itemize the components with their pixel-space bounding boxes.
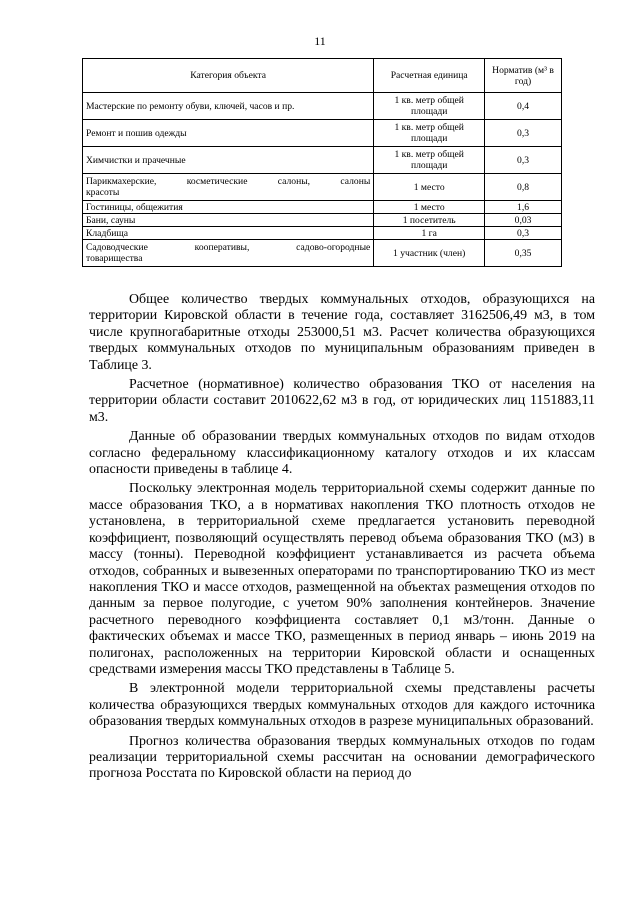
table-row: [83, 201, 562, 214]
table-cell-norm: 0,3: [485, 227, 562, 240]
header-unit: Расчетная единица: [374, 59, 485, 93]
paragraph: Расчетное (нормативное) количество образования ТКО от населения на территории области составит 2010622,62 м3 в год, от юридических лиц 1151883,11 м3.: [89, 377, 595, 425]
table-cell-unit: 1 место: [374, 174, 485, 201]
table-row: [83, 227, 562, 240]
category-line-2: товарищества: [86, 253, 143, 264]
table-cell-unit: 1 место: [374, 201, 485, 214]
norm-table: [82, 58, 562, 267]
table-row: [83, 174, 562, 201]
table-cell-unit: 1 посетитель: [374, 214, 485, 227]
header-category: Категория объекта: [83, 59, 374, 93]
table-cell-unit: 1 кв. метр общей площади: [374, 120, 485, 147]
body-text: [89, 292, 595, 786]
table-cell-norm: 0,35: [485, 240, 562, 267]
table-cell-category: [83, 240, 374, 267]
table-cell-category: Кладбища: [83, 227, 374, 240]
table-cell-category: [83, 174, 374, 201]
table-cell-unit: 1 кв. метр общей площади: [374, 147, 485, 174]
table-row: [83, 93, 562, 120]
table-cell-norm: 1,6: [485, 201, 562, 214]
table-cell-norm: 0,4: [485, 93, 562, 120]
paragraph: Общее количество твердых коммунальных отходов, образующихся на территории Кировской области в течение года, составляет 3162506,49 м3, в том числе крупногабаритные отходы 253000,51 м3. Расчет количества образующихся твердых коммунальных отходов по муниципальным образованиям приведен в Таблице 3.: [89, 292, 595, 373]
table-cell-norm: 0,03: [485, 214, 562, 227]
category-line-1: Парикмахерские, косметические салоны, салоны: [86, 176, 371, 187]
paragraph: В электронной модели территориальной схемы представлены расчеты количества образующихся твердых коммунальных отходов для каждого источника образования твердых коммунальных отходов в разрезе муниципальных образований.: [89, 681, 595, 730]
table-cell-category: Гостиницы, общежития: [83, 201, 374, 214]
table-cell-category: Мастерские по ремонту обуви, ключей, часов и пр.: [83, 93, 374, 120]
header-norm: Норматив (м³ в год): [485, 59, 562, 93]
page-number: 11: [314, 34, 326, 48]
table-cell-unit: 1 га: [374, 227, 485, 240]
category-line-1: Садоводческие кооперативы, садово-огородные: [86, 242, 371, 253]
table-cell-category: Бани, сауны: [83, 214, 374, 227]
table-cell-category: Ремонт и пошив одежды: [83, 120, 374, 147]
paragraph: Прогноз количества образования твердых коммунальных отходов по годам реализации территориальной схемы рассчитан на основании демографического прогноза Росстата по Кировской области на период до: [89, 733, 595, 782]
table-cell-category: Химчистки и прачечные: [83, 147, 374, 174]
paragraph: Данные об образовании твердых коммунальных отходов по видам отходов согласно федеральному классификационному каталогу отходов и их классам опасности приведены в таблице 4.: [89, 429, 595, 478]
paragraph: Поскольку электронная модель территориальной схемы содержит данные по массе образования ТКО, а в нормативах накопления ТКО плотность отходов не установлена, в территориальной схеме предлагается установить переводной коэффициент, позволяющий осуществлять перевод объема образования ТКО (м3) в массу (тонны). Переводной коэффициент устанавливается из расчета объема отходов, собранных и вывезенных операторами по транспортированию ТКО из мест накопления ТКО и массе отходов, размещенной на объектах размещения отходов по данным за первое полугодие, с учетом 90% заполнения контейнеров. Значение расчетного переводного коэффициента составляет 0,1 м3/тонн. Данные о фактических объемах и массе ТКО, размещенных в период январь – июнь 2019 на полигонах, расположенных на территории Кировской области и оснащенных средствами измерения массы ТКО представлены в Таблице 5.: [89, 481, 595, 677]
table-row: [83, 120, 562, 147]
table-header-row: [83, 59, 562, 93]
table-row: [83, 147, 562, 174]
table-cell-norm: 0,3: [485, 147, 562, 174]
table-cell-norm: 0,3: [485, 120, 562, 147]
table-cell-unit: 1 участник (член): [374, 240, 485, 267]
table-cell-unit: 1 кв. метр общей площади: [374, 93, 485, 120]
table-row: [83, 240, 562, 267]
table-row: [83, 214, 562, 227]
table-cell-norm: 0,8: [485, 174, 562, 201]
category-line-2: красоты: [86, 187, 120, 198]
